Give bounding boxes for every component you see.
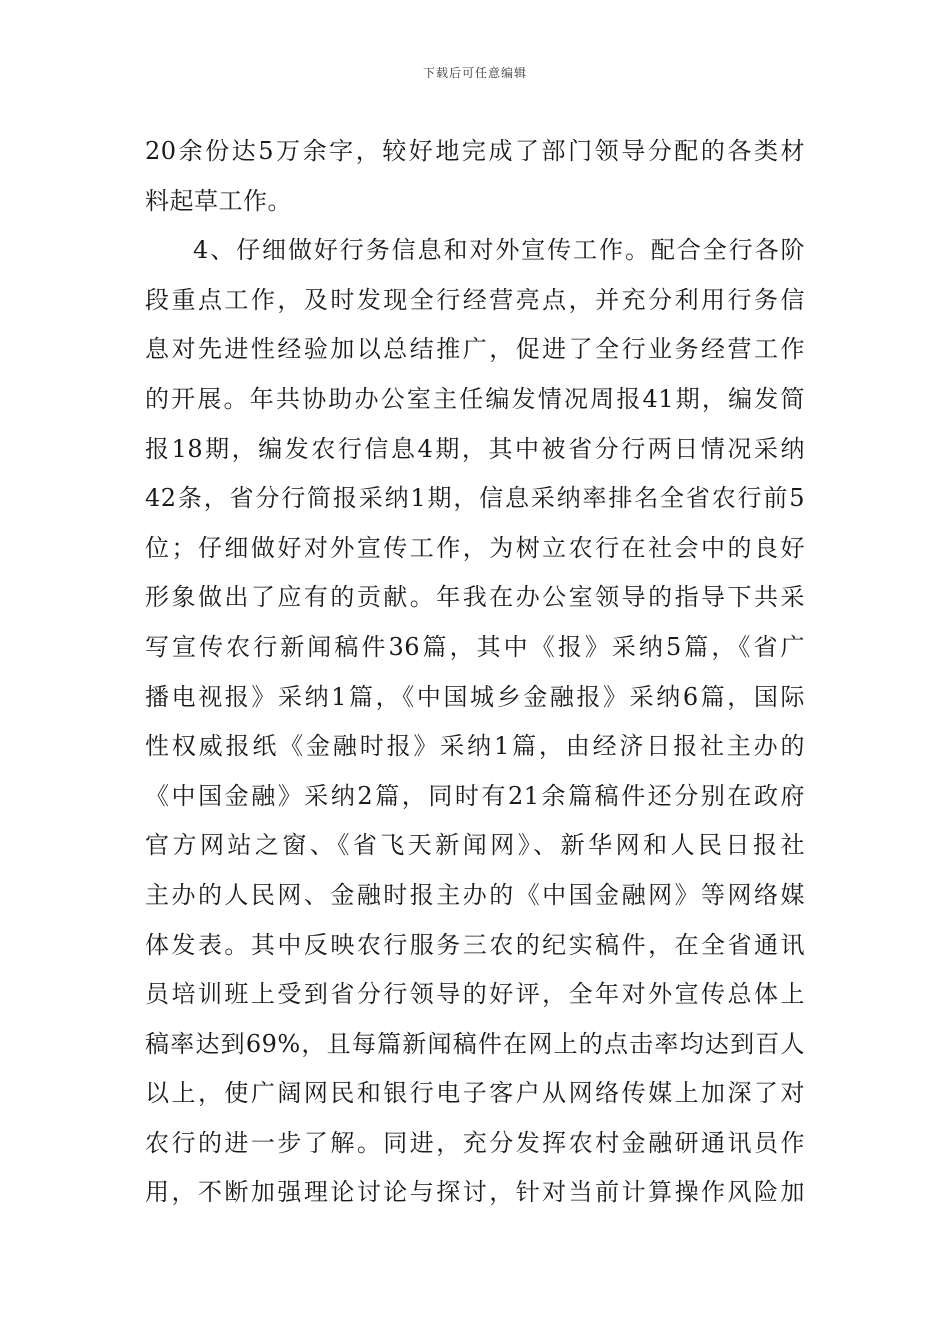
body-line: 20余份达5万余字，较好地完成了部门领导分配的各类材 [145, 137, 805, 165]
body-line: 员培训班上受到省分行领导的好评，全年对外宣传总体上 [145, 980, 805, 1009]
body-line: 稿率达到69%，且每篇新闻稿件在网上的点击率均达到百人 [145, 1029, 805, 1058]
body-line: 播电视报》采纳1篇，《中国城乡金融报》采纳6篇，国际 [145, 682, 805, 711]
document-body [145, 127, 805, 1218]
body-line: 以上，使广阔网民和银行电子客户从网络传媒上加深了对 [145, 1079, 805, 1108]
body-line: 位；仔细做好对外宣传工作，为树立农行在社会中的良好 [145, 533, 805, 562]
body-line: 用，不断加强理论讨论与探讨，针对当前计算操作风险加 [145, 1178, 805, 1207]
body-line: 主办的人民网、金融时报主办的《中国金融网》等网络媒 [145, 880, 805, 909]
body-line: 性权威报纸《金融时报》采纳1篇，由经济日报社主办的 [145, 732, 805, 761]
body-line: 形象做出了应有的贡献。年我在办公室领导的指导下共采 [145, 583, 805, 612]
body-line: 写宣传农行新闻稿件36篇，其中《报》采纳5篇，《省广 [145, 632, 805, 661]
body-line: 料起草工作。 [145, 186, 292, 215]
body-line: 段重点工作，及时发现全行经营亮点，并充分利用行务信 [145, 285, 805, 314]
body-line: 42条，省分行简报采纳1期，信息采纳率排名全省农行前5 [145, 484, 805, 513]
page-header: 下载后可任意编辑 [422, 66, 527, 80]
body-line: 体发表。其中反映农行服务三农的纪实稿件，在全省通讯 [145, 930, 805, 959]
body-line: 官方网站之窗、《省飞天新闻网》、新华网和人民日报社 [145, 831, 805, 860]
body-line: 息对先进性经验加以总结推广，促进了全行业务经营工作 [145, 335, 805, 364]
body-line: 农行的进一步了解。同进，充分发挥农村金融研通讯员作 [145, 1128, 805, 1157]
body-line: 4、仔细做好行务信息和对外宣传工作。配合全行各阶 [193, 236, 805, 265]
body-line: 报18期，编发农行信息4期，其中被省分行两日情况采纳 [145, 434, 805, 463]
body-line: 《中国金融》采纳2篇，同时有21余篇稿件还分别在政府 [145, 781, 805, 810]
body-line: 的开展。年共协助办公室主任编发情况周报41期，编发简 [145, 384, 805, 413]
